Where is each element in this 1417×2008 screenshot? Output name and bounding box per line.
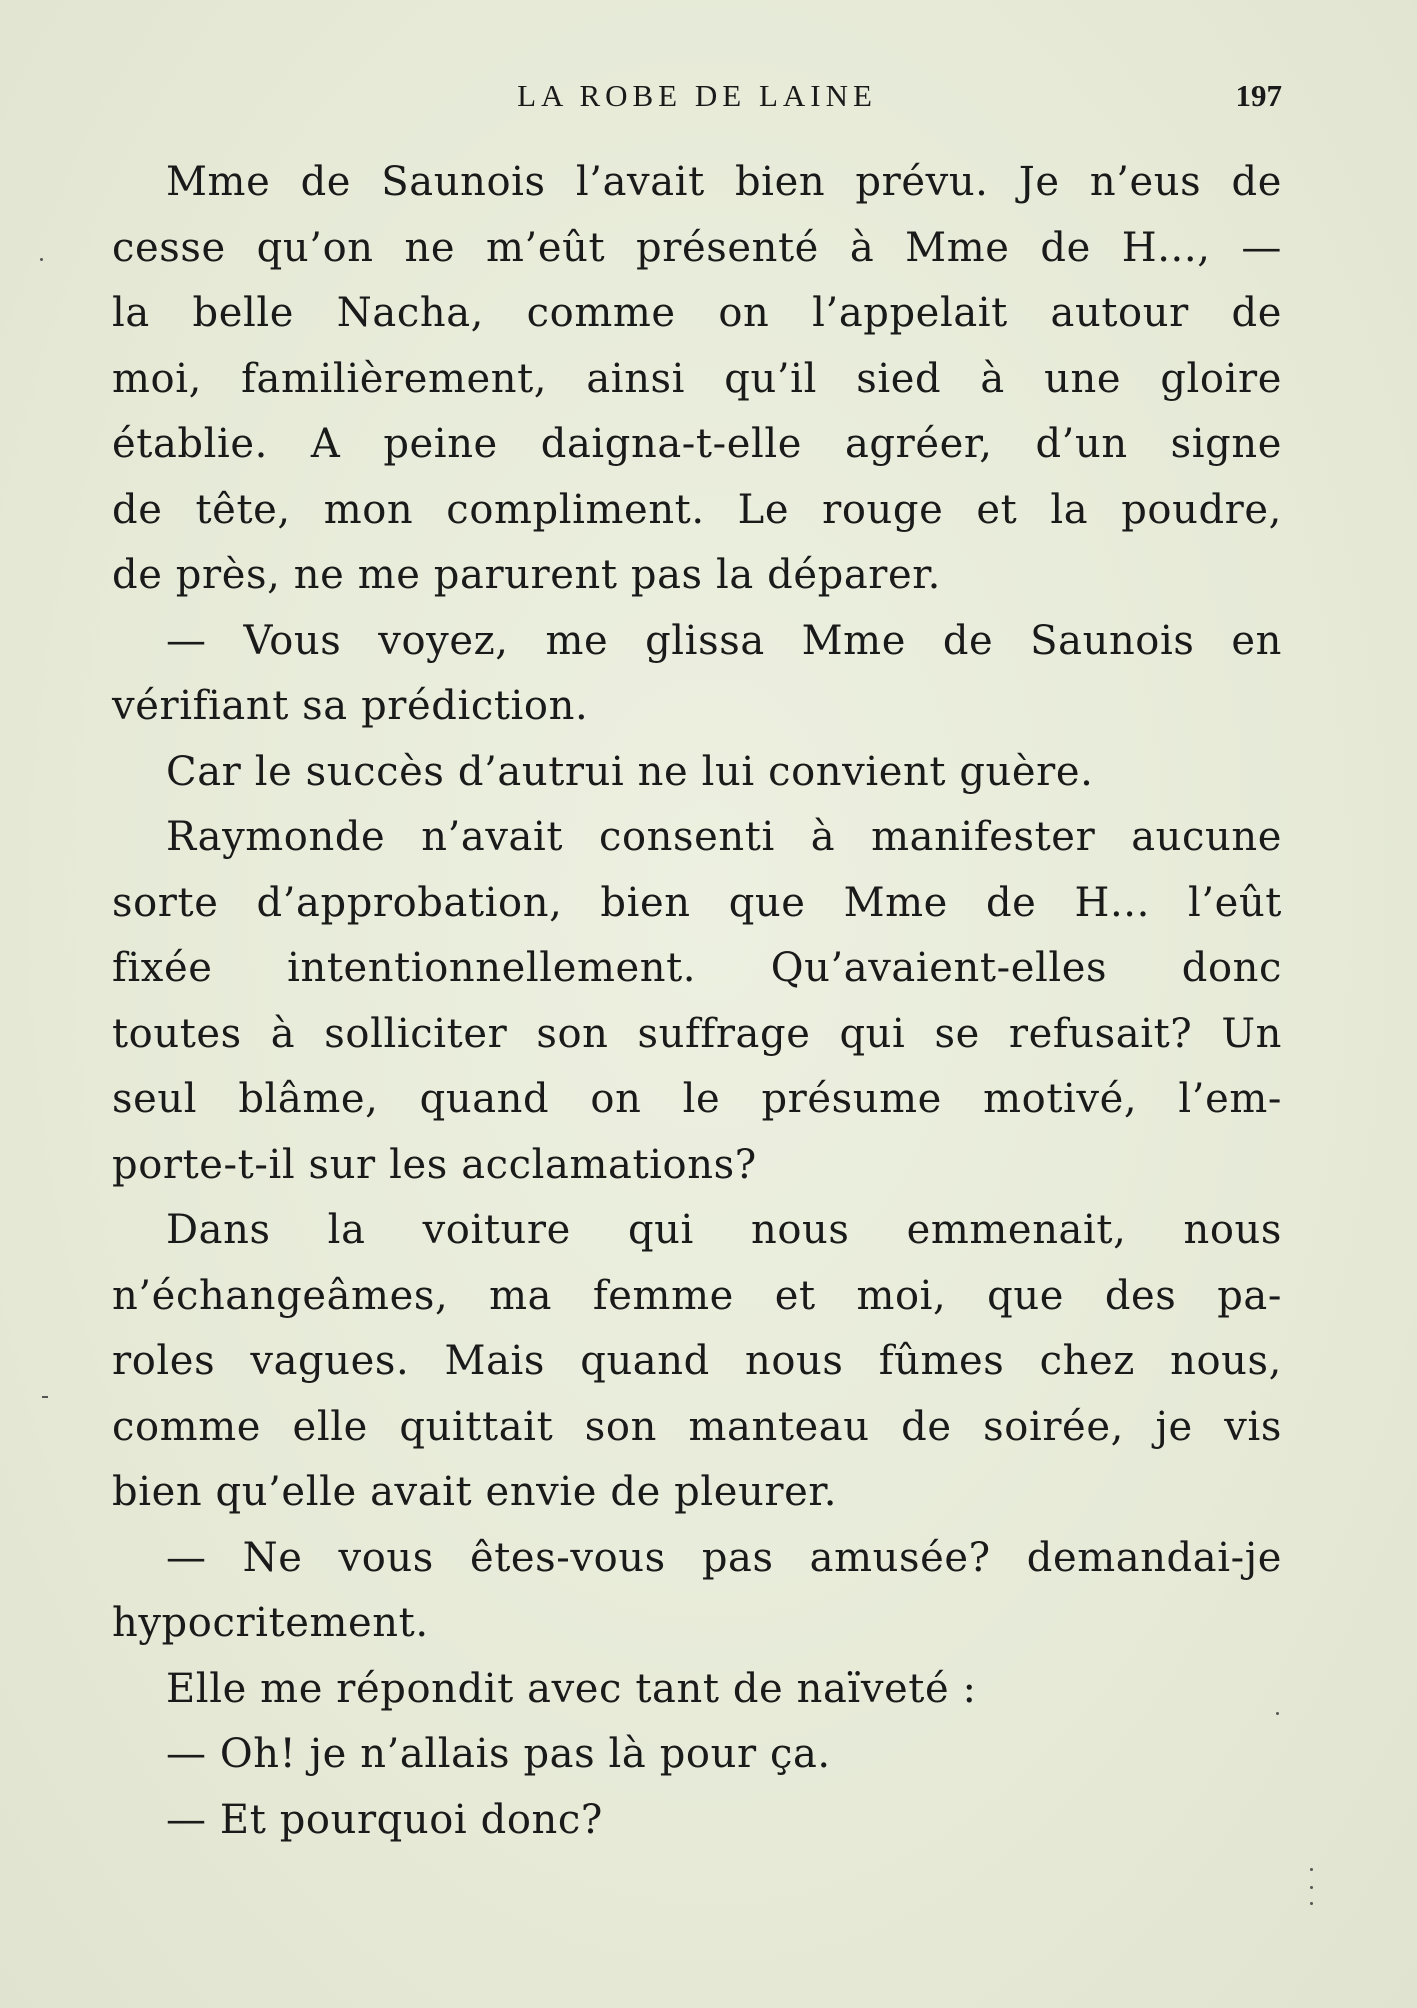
text-line: — Oh! je n’allais pas là pour ça. [166, 1731, 831, 1777]
text-line: établie. A peine daigna-t-elle agréer, d’un signe [112, 421, 1282, 467]
text-line: Raymonde n’avait consenti à manifester aucune [166, 814, 1282, 860]
paper-speck [1310, 1902, 1313, 1905]
text-line: — Ne vous êtes-vous pas amusée? demandai-je [166, 1534, 1282, 1581]
paper-speck [1310, 1886, 1313, 1889]
page-number: 197 [1235, 78, 1282, 113]
paper-speck [1310, 1868, 1313, 1871]
text-line: porte-t-il sur les acclamations? [112, 1141, 757, 1188]
text-line: Dans la voiture qui nous emmenait, nous [166, 1207, 1282, 1253]
text-line: hypocritement. [112, 1600, 429, 1646]
text-line: sorte d’approbation, bien que Mme de H... l’eût [112, 879, 1282, 926]
text-line: de près, ne me parurent pas la déparer. [112, 552, 941, 598]
text-line: moi, familièrement, ainsi qu’il sied à une gloire [112, 355, 1282, 402]
paper-speck [40, 258, 43, 261]
paper-speck [42, 1396, 48, 1398]
text-line: — Et pourquoi donc? [166, 1796, 603, 1843]
text-line: de tête, mon compliment. Le rouge et la poudre, [112, 486, 1282, 533]
running-head [112, 78, 1282, 128]
body-text [112, 150, 1282, 1853]
text-line: seul blâme, quand on le présume motivé, l’em- [112, 1076, 1282, 1122]
paper-speck [1276, 1712, 1279, 1715]
text-line: cesse qu’on ne m’eût présenté à Mme de H..., — [112, 224, 1282, 271]
text-line: roles vagues. Mais quand nous fûmes chez nous, [112, 1338, 1282, 1384]
text-line: Car le succès d’autrui ne lui convient guère. [166, 748, 1094, 795]
text-line: Elle me répondit avec tant de naïveté : [166, 1665, 977, 1712]
text-line: comme elle quittait son manteau de soirée, je vis [112, 1403, 1282, 1450]
text-line: toutes à solliciter son suffrage qui se refusait? Un [112, 1010, 1282, 1057]
text-line: n’échangeâmes, ma femme et moi, que des pa- [112, 1272, 1282, 1319]
text-line: vérifiant sa prédiction. [112, 683, 589, 729]
text-line: fixée intentionnellement. Qu’avaient-elles donc [112, 945, 1282, 991]
text-line: bien qu’elle avait envie de pleurer. [112, 1469, 838, 1515]
running-title: LA ROBE DE LAINE [517, 78, 877, 113]
text-line: Mme de Saunois l’avait bien prévu. Je n’eus de [166, 159, 1282, 205]
text-line: — Vous voyez, me glissa Mme de Saunois en [166, 617, 1282, 664]
text-line: la belle Nacha, comme on l’appelait autour de [112, 290, 1282, 336]
